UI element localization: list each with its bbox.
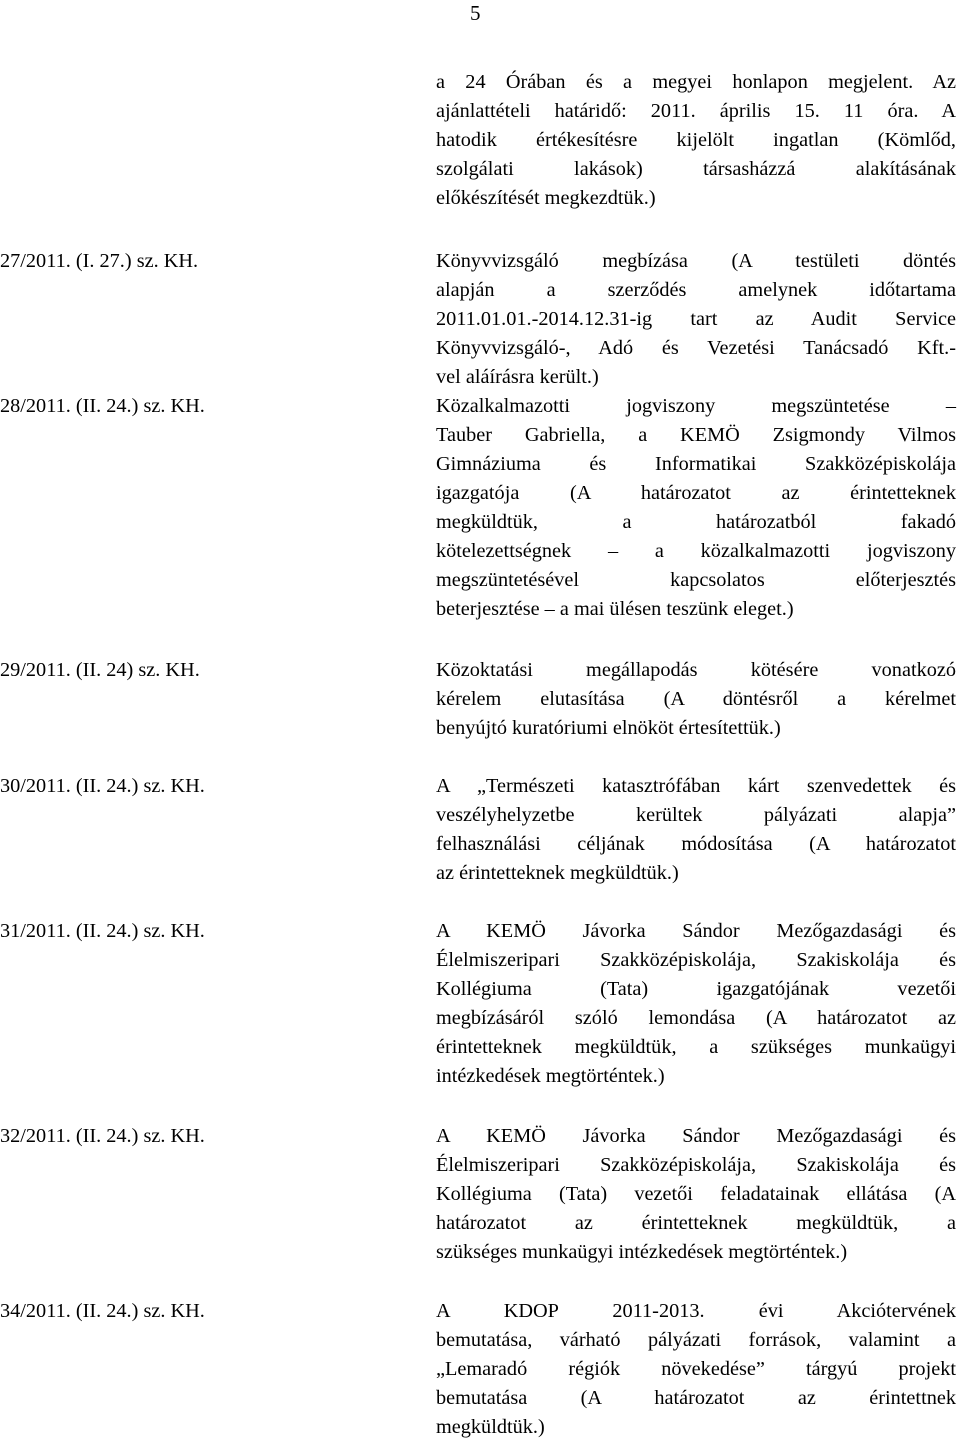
resolution-line: beterjesztése – a mai ülésen teszünk eleget.) [436,598,794,620]
resolution-line: szükséges munkaügyi intézkedések megtörténtek.) [436,1241,848,1263]
resolution-line: Kollégiuma (Tata) vezetői feladatainak ellátása (A [436,1183,956,1205]
resolution-ref: 27/2011. (I. 27.) sz. KH. [0,250,199,272]
resolution-line: intézkedések megtörténtek.) [436,1065,665,1087]
page-number: 5 [470,1,481,25]
resolution-text [436,772,956,888]
resolution-line: Gimnáziuma és Informatikai Szakközépiskolája [436,453,956,475]
resolution-line: „Lemaradó régiók növekedése” tárgyú projekt [436,1358,956,1380]
resolution-line: megszüntetésével kapcsolatos előterjesztés [436,569,956,591]
intro-paragraph [436,68,956,213]
resolution-ref: 30/2011. (II. 24.) sz. KH. [0,775,205,797]
resolution-line: Közoktatási megállapodás kötésére vonatkozó [436,659,956,681]
intro-line: a 24 Órában és a megyei honlapon megjelent. Az [436,71,956,93]
resolution-line: megküldtük.) [436,1416,545,1438]
resolution-ref: 28/2011. (II. 24.) sz. KH. [0,395,205,417]
resolution-line: A KEMÖ Jávorka Sándor Mezőgazdasági és [436,1125,956,1147]
resolution-line: vel aláírásra került.) [436,366,599,388]
resolution-line: Tauber Gabriella, a KEMÖ Zsigmondy Vilmos [436,424,956,446]
resolution-line: érintetteknek megküldtük, a szükséges munkaügyi [436,1036,956,1058]
resolution-line: A „Természeti katasztrófában kárt szenvedettek és [436,775,956,797]
resolution-line: alapján a szerződés amelynek időtartama [436,279,956,301]
resolution-line: megbízásáról szóló lemondása (A határozatot az [436,1007,956,1029]
resolution-line: bemutatása (A határozatot az érintettnek [436,1387,956,1409]
intro-line: ajánlattételi határidő: 2011. április 15. 11 óra. A [436,100,956,122]
resolution-line: A KDOP 2011-2013. évi Akciótervének [436,1300,956,1322]
resolution-line: bemutatása, várható pályázati források, valamint a [436,1329,956,1351]
resolution-ref: 29/2011. (II. 24) sz. KH. [0,659,200,681]
resolution-line: Élelmiszeripari Szakközépiskolája, Szakiskolája és [436,949,956,971]
resolution-text [436,392,956,624]
resolution-line: Kollégiuma (Tata) igazgatójának vezetői [436,978,956,1000]
resolution-line: Élelmiszeripari Szakközépiskolája, Szakiskolája és [436,1154,956,1176]
resolution-line: megküldtük, a határozatból fakadó [436,511,956,533]
resolution-text [436,1297,956,1442]
resolution-line: A KEMÖ Jávorka Sándor Mezőgazdasági és [436,920,956,942]
resolution-text [436,247,956,392]
resolution-ref: 34/2011. (II. 24.) sz. KH. [0,1300,205,1322]
resolution-line: felhasználási céljának módosítása (A határozatot [436,833,956,855]
resolution-line: igazgatója (A határozatot az érintetteknek [436,482,956,504]
resolution-text [436,1122,956,1267]
intro-line: előkészítését megkezdtük.) [436,187,656,209]
resolution-line: veszélyhelyzetbe kerültek pályázati alapja” [436,804,956,826]
resolution-ref: 32/2011. (II. 24.) sz. KH. [0,1125,205,1147]
resolution-line: 2011.01.01.-2014.12.31-ig tart az Audit Service [436,308,956,330]
resolution-ref: 31/2011. (II. 24.) sz. KH. [0,920,205,942]
resolution-line: az érintetteknek megküldtük.) [436,862,679,884]
resolution-line: Közalkalmazotti jogviszony megszüntetése – [436,395,956,417]
resolution-line: határozatot az érintetteknek megküldtük, a [436,1212,956,1234]
resolution-line: Könyvvizsgáló-, Adó és Vezetési Tanácsadó Kft.- [436,337,956,359]
resolution-line: benyújtó kuratóriumi elnököt értesítettük.) [436,717,781,739]
resolution-text [436,656,956,743]
intro-line: hatodik értékesítésre kijelölt ingatlan (Kömlőd, [436,129,956,151]
resolution-text [436,917,956,1091]
resolution-line: kötelezettségnek – a közalkalmazotti jogviszony [436,540,956,562]
resolution-line: Könyvvizsgáló megbízása (A testületi döntés [436,250,956,272]
intro-line: szolgálati lakások) társasházzá alakításának [436,158,956,180]
resolution-line: kérelem elutasítása (A döntésről a kérelmet [436,688,956,710]
